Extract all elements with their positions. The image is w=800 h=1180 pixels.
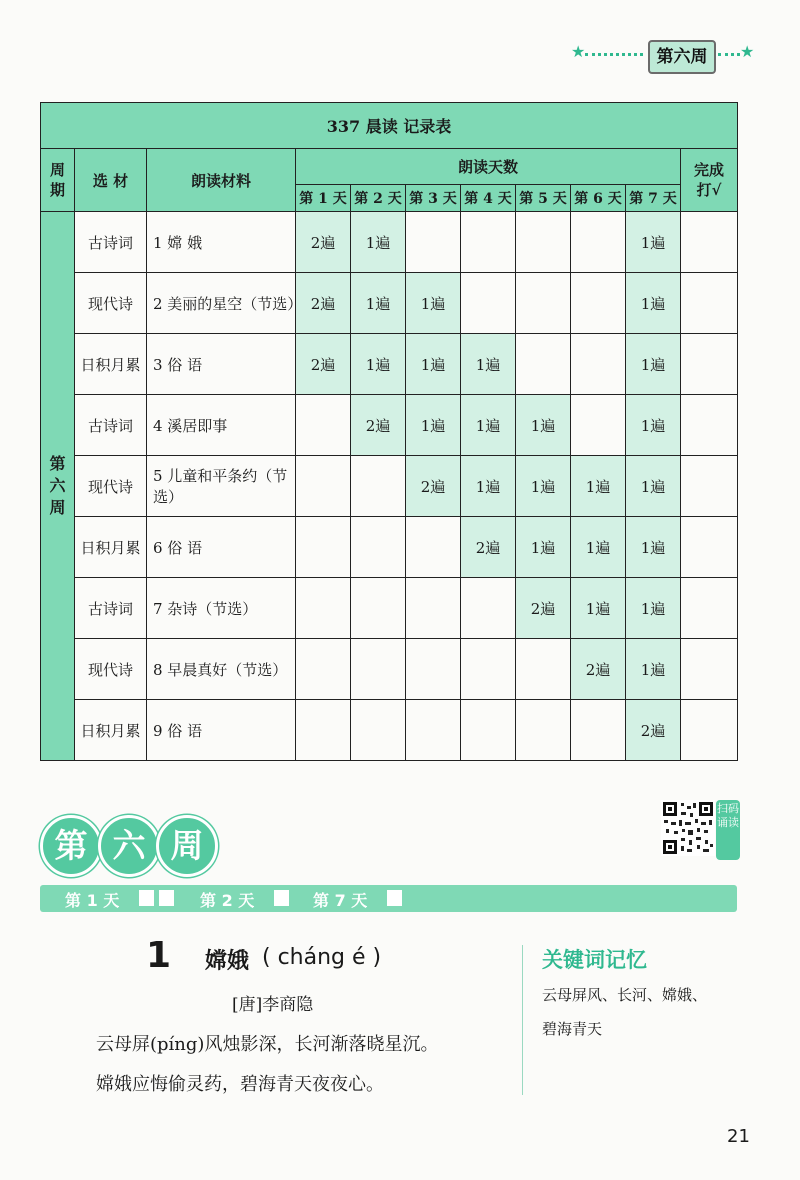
- table-row: [41, 517, 738, 578]
- table-row: [41, 578, 738, 639]
- count-cell: [516, 700, 571, 761]
- star-icon: ★: [740, 42, 755, 61]
- count-cell: 1遍: [571, 578, 626, 639]
- count-cell: [571, 273, 626, 334]
- table-title: 337 晨读 记录表: [41, 103, 738, 149]
- count-cell: 2遍: [461, 517, 516, 578]
- divider: [522, 945, 523, 1095]
- count-cell: 1遍: [461, 456, 516, 517]
- table-row: [41, 334, 738, 395]
- count-cell: 1遍: [626, 456, 681, 517]
- table-row: [41, 395, 738, 456]
- count-cell: [516, 212, 571, 273]
- day-label: 第 7 天: [313, 891, 368, 910]
- count-cell: [296, 700, 351, 761]
- material-cell: 9 俗 语: [147, 700, 296, 761]
- count-cell: [351, 639, 406, 700]
- material-cell: 4 溪居即事: [147, 395, 296, 456]
- period-char: 周: [49, 498, 66, 517]
- count-cell: [351, 700, 406, 761]
- count-cell: [571, 395, 626, 456]
- count-cell: 2遍: [516, 578, 571, 639]
- count-cell: 1遍: [516, 395, 571, 456]
- period-char: 六: [49, 476, 66, 495]
- done-checkbox-cell[interactable]: [681, 517, 738, 578]
- keywords-line: 碧海青天: [542, 1020, 603, 1038]
- count-cell: 1遍: [351, 273, 406, 334]
- day-header: 第 1 天: [296, 185, 351, 212]
- count-cell: [296, 517, 351, 578]
- type-cell: 古诗词: [75, 395, 147, 456]
- count-cell: 1遍: [626, 273, 681, 334]
- done-checkbox-cell[interactable]: [681, 334, 738, 395]
- poem-title: 嫦娥: [205, 948, 250, 974]
- count-cell: 1遍: [516, 456, 571, 517]
- poem-line: 云母屏(píng)风烛影深，长河渐落晓星沉。: [96, 1034, 439, 1055]
- day-header: 第 6 天: [571, 185, 626, 212]
- week-tag: 第六周: [648, 40, 716, 74]
- count-cell: 1遍: [626, 395, 681, 456]
- keywords-line: 云母屏风、长河、嫦娥、: [542, 986, 708, 1004]
- checkbox[interactable]: [274, 890, 289, 906]
- done-checkbox-cell[interactable]: [681, 212, 738, 273]
- poem-number: 1: [146, 935, 172, 976]
- count-cell: [571, 334, 626, 395]
- count-cell: 1遍: [626, 212, 681, 273]
- count-cell: [461, 212, 516, 273]
- dotted-line: [585, 53, 643, 56]
- count-cell: 2遍: [571, 639, 626, 700]
- banner-char: 周: [156, 815, 218, 877]
- scan-read-badge[interactable]: 扫码诵读: [716, 800, 740, 860]
- day-header: 第 2 天: [351, 185, 406, 212]
- count-cell: [406, 517, 461, 578]
- count-cell: [406, 700, 461, 761]
- day-header: 第 4 天: [461, 185, 516, 212]
- count-cell: [296, 395, 351, 456]
- material-cell: 1 嫦 娥: [147, 212, 296, 273]
- count-cell: [516, 273, 571, 334]
- count-cell: [406, 212, 461, 273]
- day-header: 第 3 天: [406, 185, 461, 212]
- count-cell: [296, 639, 351, 700]
- period-char: 第: [49, 454, 66, 473]
- type-cell: 现代诗: [75, 273, 147, 334]
- type-cell: 古诗词: [75, 578, 147, 639]
- week-banner: [40, 815, 218, 871]
- material-cell: 7 杂诗（节选）: [147, 578, 296, 639]
- qr-code-icon[interactable]: [661, 800, 715, 856]
- count-cell: [351, 578, 406, 639]
- count-cell: 2遍: [406, 456, 461, 517]
- count-cell: [351, 517, 406, 578]
- poem-line: 嫦娥应悔偷灵药，碧海青天夜夜心。: [96, 1074, 384, 1095]
- count-cell: 2遍: [351, 395, 406, 456]
- reading-record-table: [40, 102, 738, 761]
- count-cell: 2遍: [296, 212, 351, 273]
- count-cell: 2遍: [296, 273, 351, 334]
- day-label: 第 2 天: [200, 891, 255, 910]
- done-checkbox-cell[interactable]: [681, 456, 738, 517]
- done-checkbox-cell[interactable]: [681, 578, 738, 639]
- col-period-header: 周期: [41, 149, 75, 212]
- keywords-title: 关键词记忆: [542, 948, 647, 972]
- count-cell: [571, 700, 626, 761]
- count-cell: [296, 456, 351, 517]
- type-cell: 现代诗: [75, 639, 147, 700]
- col-type-header: 选 材: [75, 149, 147, 212]
- count-cell: 1遍: [626, 578, 681, 639]
- banner-char: 第: [40, 815, 102, 877]
- checkbox[interactable]: [387, 890, 402, 906]
- count-cell: 1遍: [571, 456, 626, 517]
- type-cell: 古诗词: [75, 212, 147, 273]
- banner-char: 六: [98, 815, 160, 877]
- count-cell: 2遍: [626, 700, 681, 761]
- poem-author: [唐]李商隐: [232, 995, 314, 1015]
- count-cell: 1遍: [461, 395, 516, 456]
- done-checkbox-cell[interactable]: [681, 395, 738, 456]
- checkbox[interactable]: [159, 890, 174, 906]
- material-cell: 8 早晨真好（节选）: [147, 639, 296, 700]
- table-row: [41, 212, 738, 273]
- count-cell: 1遍: [406, 334, 461, 395]
- count-cell: [406, 578, 461, 639]
- dotted-line: [718, 53, 740, 56]
- type-cell: 日积月累: [75, 517, 147, 578]
- type-cell: 日积月累: [75, 334, 147, 395]
- col-done-header: 完成打√: [681, 149, 738, 212]
- count-cell: [296, 578, 351, 639]
- col-material-header: 朗读材料: [147, 149, 296, 212]
- material-cell: 3 俗 语: [147, 334, 296, 395]
- count-cell: [461, 700, 516, 761]
- done-checkbox-cell[interactable]: [681, 639, 738, 700]
- type-cell: 日积月累: [75, 700, 147, 761]
- material-cell: 2 美丽的星空（节选）: [147, 273, 296, 334]
- period-cell: [41, 212, 75, 761]
- count-cell: 1遍: [461, 334, 516, 395]
- page-number: 21: [727, 1126, 750, 1147]
- day-header: 第 5 天: [516, 185, 571, 212]
- count-cell: [571, 212, 626, 273]
- count-cell: [351, 456, 406, 517]
- done-checkbox-cell[interactable]: [681, 700, 738, 761]
- table-row: [41, 273, 738, 334]
- count-cell: [461, 273, 516, 334]
- table-row: [41, 456, 738, 517]
- count-cell: 2遍: [296, 334, 351, 395]
- type-cell: 现代诗: [75, 456, 147, 517]
- count-cell: 1遍: [406, 395, 461, 456]
- material-cell: 6 俗 语: [147, 517, 296, 578]
- star-icon: ★: [571, 42, 586, 61]
- count-cell: 1遍: [626, 517, 681, 578]
- count-cell: [461, 639, 516, 700]
- count-cell: 1遍: [406, 273, 461, 334]
- count-cell: [516, 639, 571, 700]
- poem-pinyin: ( cháng é ): [262, 945, 382, 970]
- count-cell: [516, 334, 571, 395]
- count-cell: 1遍: [571, 517, 626, 578]
- day-label: 第 1 天: [65, 891, 120, 910]
- count-cell: 1遍: [626, 639, 681, 700]
- table-row: [41, 639, 738, 700]
- done-checkbox-cell[interactable]: [681, 273, 738, 334]
- count-cell: 1遍: [351, 212, 406, 273]
- material-cell: 5 儿童和平条约（节选）: [147, 456, 296, 517]
- count-cell: 1遍: [626, 334, 681, 395]
- count-cell: 1遍: [351, 334, 406, 395]
- col-days-header: 朗读天数: [296, 149, 681, 185]
- count-cell: 1遍: [516, 517, 571, 578]
- count-cell: [461, 578, 516, 639]
- table-row: [41, 700, 738, 761]
- days-bar: [40, 885, 737, 912]
- checkbox[interactable]: [139, 890, 154, 906]
- day-header: 第 7 天: [626, 185, 681, 212]
- count-cell: [406, 639, 461, 700]
